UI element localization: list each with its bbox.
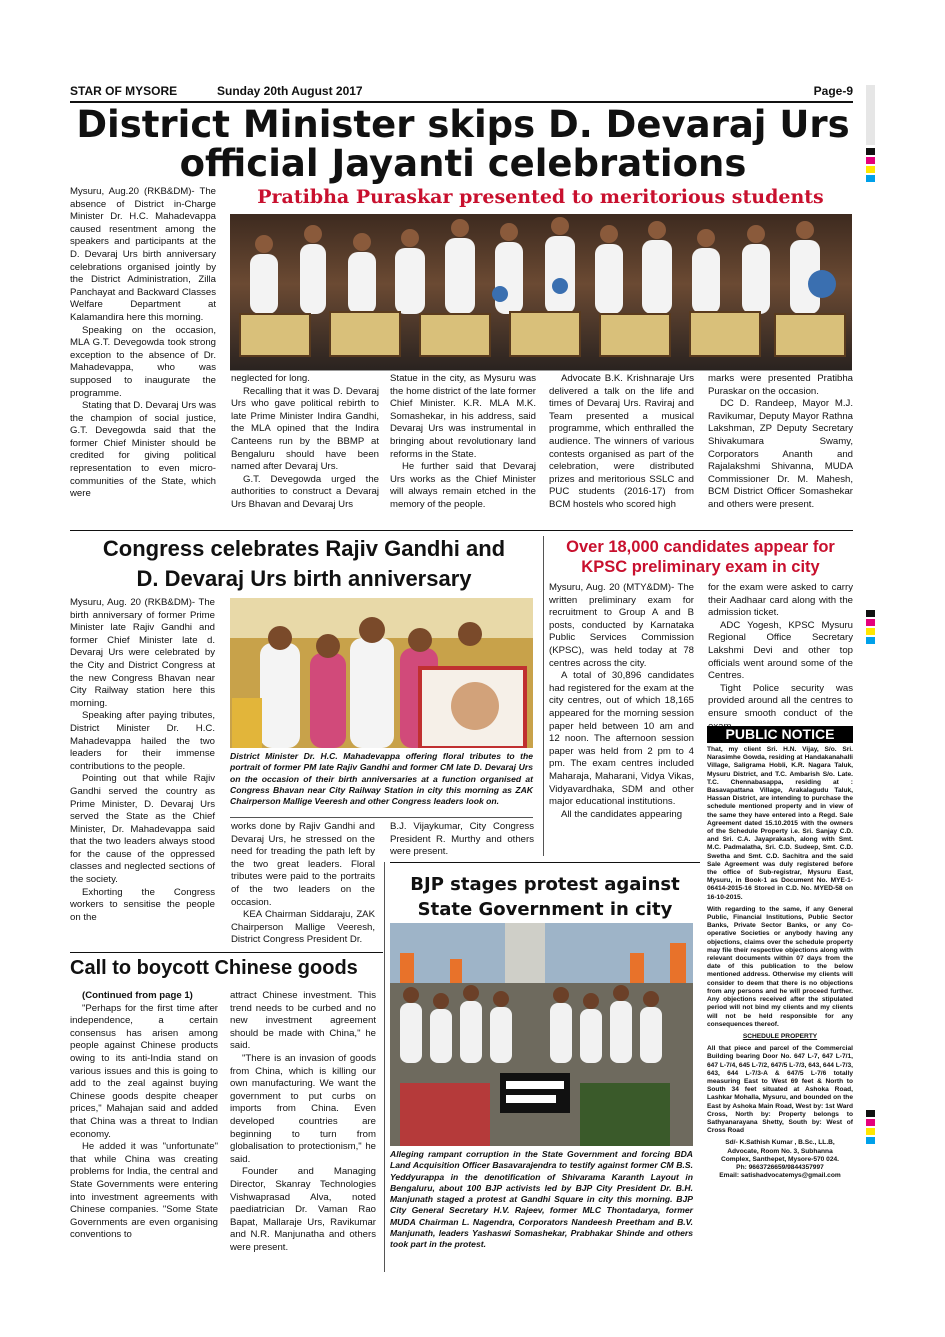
notice-para2: With regarding to the same, if any General Public, Financial Institutions, Public Sector Banks, Private Sector Banks, or any Co-operative Societies or anybody having any objections, claims over the schedule property may file their respective objections along with relevant documents within 07 days from the date of this publication to the below mentioned address. Otherwise my clients will consider to deem that there is no objections from any persons and he will proceed further. Any objections received after the stipulated period will not bind my clients and my clients will not be held responsible for any consequences thereof. <box>707 905 853 1028</box>
divider-v1 <box>543 536 544 856</box>
story1-col5: marks were presented Pratibha Puraskar on the occasion. DC D. Randeep, Mayor M.J. Ravikumar, Deputy Mayor Rathna Lakshman, ZP Deputy Secretary Shivakumara Swamy, Corporators Ananth and Rajalakshmi Shivanna, MUDA Commissioner Dr. M. Mahesh, BCM District Officer Somashekar and others were present. <box>708 373 853 510</box>
divider-v2 <box>384 862 385 1272</box>
notice-schedule-title: SCHEDULE PROPERTY <box>742 1032 818 1040</box>
reg-cyan-3 <box>866 1137 875 1144</box>
reg-yellow-2 <box>866 628 875 635</box>
registration-strip <box>866 85 875 145</box>
divider-3 <box>390 862 700 863</box>
reg-yellow-3 <box>866 1128 875 1135</box>
notice-title: PUBLIC NOTICE <box>707 726 853 743</box>
story2-photo <box>230 598 533 748</box>
story3-col1: Mysuru, Aug. 20 (MTY&DM)- The written preliminary exam for recruitment to Group A and B posts, conducted by Karnataka Public Services Commission (KPSC), was held today at 78 centres across the city. A total of 30,896 candidates had registered for the exam at the city centres, out of which 18,165 appeared for the morning session paper held between 10 am and 12 noon. The afternoon session paper was held from 2 pm to 4 pm. The exam centres included Maharaja, Maharani, Vidya Vikas, Vidyavardhaka, SDM and other major educational institutions. All the candidates appearing <box>549 582 694 820</box>
story1-subhead: Pratibha Puraskar presented to meritorious students <box>257 186 824 208</box>
page-number: Page-9 <box>813 84 853 98</box>
public-notice <box>707 746 853 1180</box>
story1-col4: Advocate B.K. Krishnaraje Urs delivered a talk on the life and times of Devaraj Urs. Raviraj and Team presented a musical programme, which enthralled the audience. The winners of various contests organised as part of the celebration, were distributed prizes and meritorious SSLC and PUC students (2016-17) from BCM hostels who scored high <box>549 373 694 510</box>
reg-magenta <box>866 157 875 164</box>
divider-2 <box>70 952 383 953</box>
reg-black <box>866 148 875 155</box>
story2-col1: Mysuru, Aug. 20 (RKB&DM)- The birth anniversary of former Prime Minister late Rajiv Gandhi and former Chief Minister late d. Devaraj Urs were celebrated by the City and District Congress at the new Congress Bhavan near City Railway station here this morning. Speaking after paying tributes, District Minister Dr. H.C. Mahadevappa hailed the two leaders for their immense contributions to the people. Pointing out that while Rajiv Gandhi served the country as Prime Minister, D. Devaraj Urs served the State as the Chief Minister, Dr. Mahadevappa said that the two leaders always stood for the cause of the oppressed classes and neglected sections of the society. Exhorting the Congress workers to sensitise the people on the <box>70 597 215 923</box>
story2-col3: B.J. Vijaykumar, City Congress President R. Murthy and others were present. <box>390 821 534 858</box>
story5-caption: Alleging rampant corruption in the State Government and forcing BDA Land Acquisition Officer Basavarajendra to testify against former CM B.S. Yeddyurappa in the denotification of Shivarama Karanth Layout in Bengaluru, about 100 BJP activists led by BJP City President Dr. B.H. Manjunath staged a protest at Gandhi Square in city this morning. BJP City General Secretary H.V. Rajeev, former MLC Thontadarya, former MUDA Chairman L. Nagendra, Corporators Nandeesh Preetham and B.V. Manjunath, leaders Yashaswi Somashekar, Prabhakar Shinde and others took part in the protest. <box>390 1149 693 1250</box>
reg-yellow <box>866 166 875 173</box>
paper-name: STAR OF MYSORE <box>70 84 178 98</box>
reg-black-3 <box>866 1110 875 1117</box>
issue-date: Sunday 20th August 2017 <box>217 84 363 98</box>
story2-caption: District Minister Dr. H.C. Mahadevappa offering floral tributes to the portrait of former PM late Rajiv Gandhi and former CM late D. Devaraj Urs on the occasion of their birth anniversaries at a function organised at Congress Bhavan near City Railway Station in city this morning as ZAK Chairperson Mallige Veeresh and other Congress leaders look on. <box>230 751 533 807</box>
notice-signature: Sd/- K.Sathish Kumar , B.Sc., LL.B, Advocate, Room No. 3, Subhanna Complex, Santhepet, Mysore-570 024. Ph: 9663726659/9844357997 Email: satishadvocatemys@gmail.com <box>719 1139 841 1180</box>
photo-rule <box>230 370 852 371</box>
story1-col3: Statue in the city, as Mysuru was the home district of the late former Chief Minister. K.R. MLA M.K. Somashekar, in his address, said Devaraj Urs was instrumental in bringing about revolutionary land reforms in the State. He further said that Devaraj Urs works as the Chief Minister will always remain etched in the memory of the people. <box>390 373 536 510</box>
story1-col2: neglected for long. Recalling that it was D. Devaraj Urs who gave political rebirth to late Prime Minister Indira Gandhi, the MLA opined that the Indira Canteens run by the BBMP at Bengaluru should have been named after Devaraj Urs. G.T. Devegowda urged the authorities to construct a Devaraj Urs Bhavan and Devaraj Urs <box>231 373 379 510</box>
story1-photo <box>230 214 852 370</box>
divider-1 <box>70 530 853 531</box>
reg-cyan <box>866 175 875 182</box>
story3-col2: for the exam were asked to carry their Aadhaar card along with the admission ticket. ADC Yogesh, KPSC Mysuru Regional Office Secretary Lakshmi Devi and other top officials went around some of the Centres. Tight Police security was provided around all the centres to ensure smooth conduct of the <box>708 582 853 719</box>
story5-headline: BJP stages protest against State Government in city <box>410 874 680 920</box>
story4-col2: attract Chinese investment. This trend needs to be curbed and no new investment agreement should be made with China," he said. "There is an invasion of goods from China, which is killing our own manufacturing. We want the government to put curbs on imports from China. Even developed countries are beginning to turn from globalisation to protectionism," he said. Founder and Managing Director, Skanray Technologies Vishwaprasad Alva, noted paediatrician Dr. Vaman Rao Bapat, Mallaraje Urs, Ravikumar and N.R. Manjunatha and others were present. <box>230 990 376 1253</box>
caption-rule-1 <box>230 817 533 818</box>
reg-magenta-3 <box>866 1119 875 1126</box>
story3-headline: Over 18,000 candidates appear for KPSC preliminary exam in city <box>566 538 835 576</box>
notice-para1: That, my client Sri. H.N. Vijay, S/o. Sri. Narasimhe Gowda, residing at Handakanahalli Village, Saligrama Hobli, K.R. Nagara Taluk, Mysuru District, and T.C. Ambarish S/o. Late. T.C. Chennabasappa, residing at : Basavapattana Village, Arakalagudu Taluk, Hassan District, are intending to purchase the schedule mentioned property and in view of the same they have entered into a Regd. Sale Agreement dated 15.10.2015 with the owners of the Schedule Property i.e. Sri. Sanjay C.D. and Sri. C.A. Jayaprakash, along with Smt. M.C. Padmalatha, Sri. C.D. Sudeep, Smt. C.D. Swetha and Smt. C.D. Sachitra and the said Sale Agreement was duly registered before the office of Sub-registrar, Mysuru East, Mysuru, in Book-1 as Document No. MYE-1-06414-2015-16 Stored in C.D. No. MYED-58 on 16-10-2015. <box>707 746 853 901</box>
story4-headline: Call to boycott Chinese goods <box>70 957 358 979</box>
reg-magenta-2 <box>866 619 875 626</box>
story1-headline: District Minister skips D. Devaraj Urs official Jayanti celebrations <box>76 103 850 185</box>
masthead <box>70 84 853 100</box>
story4-col1: (Continued from page 1) "Perhaps for the first time after independence, a certain consensus has arisen among people against Chinese products owing to its anti-India stand on various issues and this is going to add to the zeal against buying Chinese goods despite cheaper prices," Mahajan said and added that China was a threat to Indian economy. He added it was "unfortunate" that while China was creating problems for India, the central and State Governments were entering into investment agreements with Chinese companies. "Some State Governments are even organising conventions to <box>70 990 218 1241</box>
reg-cyan-2 <box>866 637 875 644</box>
notice-para3: All that piece and parcel of the Commercial Building bearing Door No. 647 L-7, 647 L-7/1, 647 L-7/4, 645 L-7/2, 647/5 L-7/3, 643, 644 L-7/3, 643, 644 L-7/3-A & 647/5 L-7/6 totally measuring East to West 69 feet & North to South 34 feet situated at Ashoka Road, Lashkar Mohalla, Mysuru, and bounded on the East by Ashoka Main Road, West by: 1st Ward Cross, North by: Property belongs to Sathyanarayana Shetty, South by: West of Cross Road <box>707 1045 853 1135</box>
story1-col1: Mysuru, Aug.20 (RKB&DM)- The absence of District in-Charge Minister Dr. H.C. Mahadevappa caused resentment among the speakers and participants at the D. Devaraj Urs birth anniversary celebrations organised jointly by the District Administration, Zilla Panchayat and Backward Classes Welfare Department at Kalamandira here this morning. Speaking on the occasion, MLA G.T. Devegowda took strong exception to the absence of Dr. Mahadevappa, who was supposed to inaugurate the programme. Stating that D. Devaraj Urs was the champion of social justice, G.T. Devegowda said that the former Chief Minister should be credited for giving political representation to even micro-communities of the State, which were <box>70 186 216 500</box>
reg-black-2 <box>866 610 875 617</box>
story2-col2: works done by Rajiv Gandhi and Devaraj Urs, he stressed on the need for treading the path left by the two great leaders. Floral tributes were paid to the portraits of the two leaders on the occasion. KEA Chairman Siddaraju, ZAK Chairperson Mallige Veeresh, District Congress President Dr. <box>231 821 375 946</box>
story5-photo <box>390 923 693 1146</box>
story2-headline: Congress celebrates Rajiv Gandhi and D. Devaraj Urs birth anniversary <box>102 536 506 591</box>
